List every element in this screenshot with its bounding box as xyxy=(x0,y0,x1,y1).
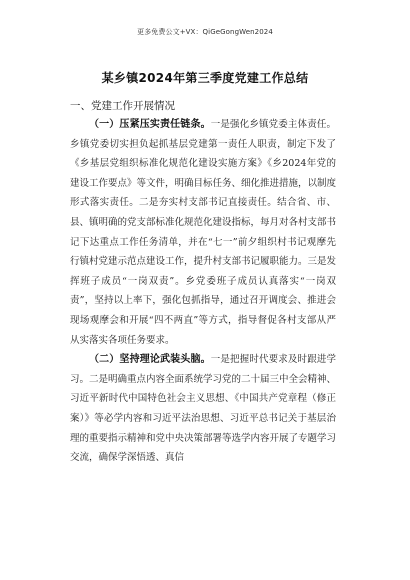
document-body xyxy=(70,115,336,468)
document-title: 某乡镇2024年第三季度党建工作总结 xyxy=(101,71,309,85)
paragraph-text: 一是把握时代要求及时跟进学习。二是明确重点内容全面系统学习党的二十届三中全会精神、习近平新时代中国特色社会主义思想、《中国共产党章程（修正案）》等必学内容和习近平法治思想、习近平总书记关于基层治理的重要指示精神和党中央决策部署等选学内容开展了专题学习交流，确保学深悟透、真信 xyxy=(70,354,337,464)
paragraph-subheading: （二）坚持理论武装头脑。 xyxy=(89,354,211,366)
paragraph xyxy=(70,115,336,350)
paragraph-text: 一是强化乡镇党委主体责任。乡镇党委切实担负起抓基层党建第一责任人职责，制定下发了《乡基层党组织标准化规范化建设实施方案》《乡2024年党的建设工作要点》等文件，明确目标任务、细化推进措施，以制度形式落实责任。二是夯实村支部书记直接责任。结合省、市、县、镇明确的党支部标准化规范化建设指标，每月对各村支部书记下达重点工作任务清单，并在“七一”前夕组织村书记观摩先行镇村党建示范点建设工作，提升村支部书记履职能力。三是发挥班子成员“一岗双责”。乡党委班子成员认真落实“一岗双责”，坚持以上率下，强化包抓指导，通过召开调度会、推进会现场观摩会和开展“四不两直”等方式，指导督促各村支部从严从实落实各项任务要求。 xyxy=(70,119,337,346)
section-heading: 一、党建工作开展情况 xyxy=(70,100,175,112)
paragraph-subheading: （一）压紧压实责任链条。 xyxy=(89,119,211,130)
watermark-text: 更多免费公文+VX：QiGeGongWen2024 xyxy=(137,28,273,36)
paragraph xyxy=(70,350,336,468)
